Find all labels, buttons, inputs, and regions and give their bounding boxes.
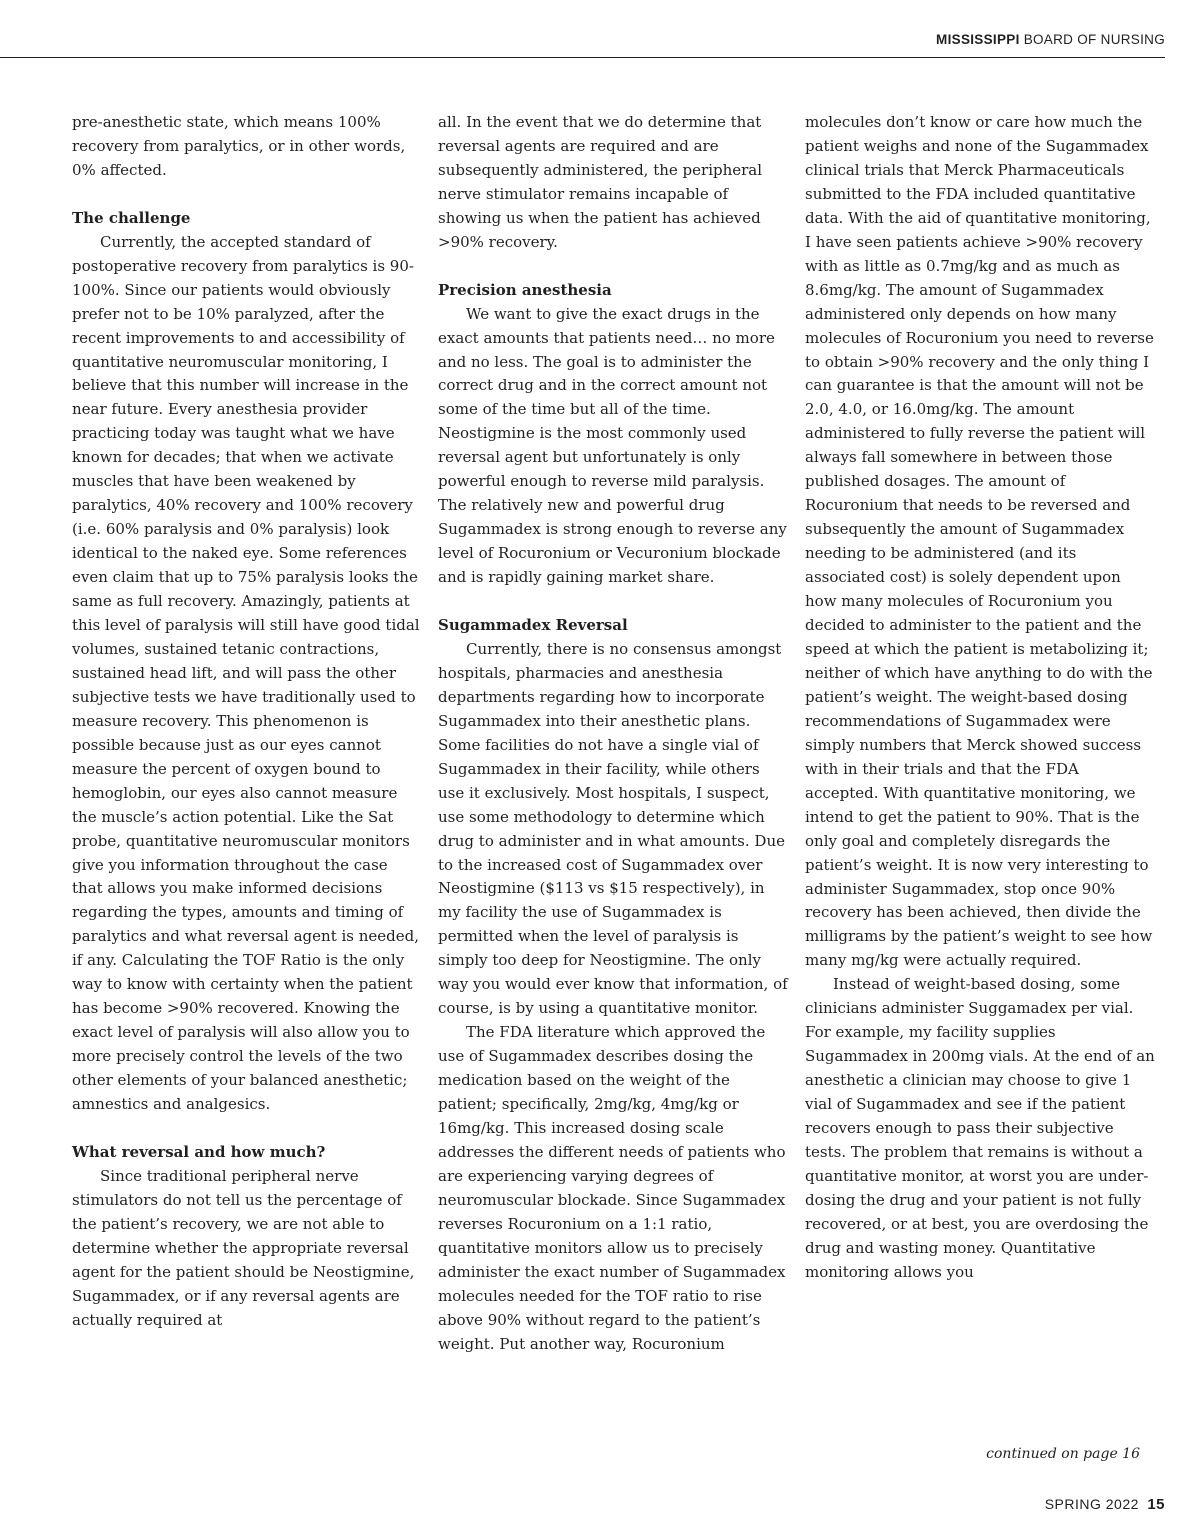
column-2 [438,111,788,1357]
section-heading-sugammadex: Sugammadex Reversal [438,615,628,634]
paragraph: pre-anesthetic state, which means 100% recovery from paralytics, or in other words, 0% affected. [72,113,406,179]
paragraph: all. In the event that we do determine that reversal agents are required and are subsequently administered, the peripheral nerve stimulator remains incapable of showing us when the patient has achieved >90% recovery. [438,113,763,251]
header-brand: MISSISSIPPI [936,32,1020,47]
paragraph: molecules don’t know or care how much the patient weighs and none of the Sugammadex clinical trials that Merck Pharmaceuticals submitted to the FDA included quantitative data. With the aid of quantitative monitoring, I have seen patients achieve >90% recovery with as little as 0.7mg/kg and as much as 8.6mg/kg. The amount of Sugammadex administered only depends on how many molecules of Rocuronium you need to reverse to obtain >90% recovery and the only thing I can guarantee is that the amount will not be 2.0, 4.0, or 16.0mg/kg. The amount administered to fully reverse the patient will always fall somewhere in between those published dosages. The amount of Rocuronium that needs to be reversed and subsequently the amount of Sugammadex needing to be administered (and its associated cost) is solely dependent upon how many molecules of Rocuronium you decided to administer to the patient and the speed at which the patient is metabolizing it; neither of which have anything to do with the patient’s weight. The weight-based dosing recommendations of Sugammadex were simply numbers that Merck showed success with in their trials and that the FDA accepted. With quantitative monitoring, we intend to get the patient to 90%. That is the only goal and completely disregards the patient’s weight. It is now very interesting to administer Sugammadex, stop once 90% recovery has been achieved, then divide the milligrams by the patient’s weight to see how many mg/kg were actually required. [805,113,1154,970]
section-heading-precision: Precision anesthesia [438,280,612,299]
section-heading-reversal: What reversal and how much? [72,1142,326,1161]
issue-label: SPRING 2022 [1044,1496,1139,1512]
column-3 [805,111,1157,1285]
section-heading-challenge: The challenge [72,208,191,227]
header-rule [0,57,1165,58]
paragraph: Currently, there is no consensus amongst hospitals, pharmacies and anesthesia departments regarding how to incorporate Sugammadex into their anesthetic plans. Some facilities do not have a single vial of Sugammadex in their facility, while others use it exclusively. Most hospitals, I suspect, use some methodology to determine which drug to administer and in what amounts. Due to the increased cost of Sugammadex over Neostigmine ($113 vs $15 respectively), in my facility the use of Sugammadex is permitted when the level of paralysis is simply too deep for Neostigmine. The only way you would ever know that information, of course, is by using a quantitative monitor. [438,639,788,1018]
running-header [936,32,1165,47]
paragraph: Instead of weight-based dosing, some clinicians administer Suggamadex per vial. For example, my facility supplies Sugammadex in 200mg vials. At the end of an anesthetic a clinician may choose to give 1 vial of Sugammadex and see if the patient recovers enough to pass their subjective tests. The problem that remains is without a quantitative monitor, at worst you are under-dosing the drug and your patient is not fully recovered, or at best, you are overdosing the drug and wasting money. Quantitative monitoring allows you [805,975,1155,1281]
paragraph: Currently, the accepted standard of postoperative recovery from paralytics is 90-100%. Since our patients would obviously prefer not to be 10% paralyzed, after the recent improvements to and accessibility of quantitative neuromuscular monitoring, I believe that this number will increase in the near future. Every anesthesia provider practicing today was taught what we have known for decades; that when we activate muscles that have been weakened by paralytics, 40% recovery and 100% recovery (i.e. 60% paralysis and 0% paralysis) look identical to the naked eye. Some references even claim that up to 75% paralysis looks the same as full recovery. Amazingly, patients at this level of paralysis will still have good tidal volumes, sustained tetanic contractions, sustained head lift, and will pass the other subjective tests we have traditionally used to measure recovery. This phenomenon is possible because just as our eyes cannot measure the percent of oxygen bound to hemoglobin, our eyes also cannot measure the muscle’s action potential. Like the Sat probe, quantitative neuromuscular monitors give you information throughout the case that allows you make informed decisions regarding the types, amounts and timing of paralytics and what reversal agent is needed, if any. Calculating the TOF Ratio is the only way to know with certainty when the patient has become >90% recovered. Knowing the exact level of paralysis will also allow you to more precisely control the levels of the two other elements of your balanced anesthetic; amnestics and analgesics. [72,232,420,1114]
page-footer [1045,1496,1165,1513]
paragraph: Since traditional peripheral nerve stimulators do not tell us the percentage of the patient’s recovery, we are not able to determine whether the appropriate reversal agent for the patient should be Neostigmine, Sugammadex, or if any reversal agents are actually required at [72,1166,415,1329]
column-1 [72,111,422,1333]
paragraph: The FDA literature which approved the use of Sugammadex describes dosing the medication based on the weight of the patient; specifically, 2mg/kg, 4mg/kg or 16mg/kg. This increased dosing scale addresses the different needs of patients who are experiencing varying degrees of neuromuscular blockade. Since Sugammadex reverses Rocuronium on a 1:1 ratio, quantitative monitors allow us to precisely administer the exact number of Sugammadex molecules needed for the TOF ratio to rise above 90% without regard to the patient’s weight. Put another way, Rocuronium [438,1023,786,1353]
paragraph: We want to give the exact drugs in the exact amounts that patients need… no more and no less. The goal is to administer the correct drug and in the correct amount not some of the time but all of the time. Neostigmine is the most commonly used reversal agent but unfortunately is only powerful enough to reverse mild paralysis. The relatively new and powerful drug Sugammadex is strong enough to reverse any level of Rocuronium or Vecuronium blockade and is rapidly gaining market share. [438,304,787,587]
continued-note: continued on page 16 [986,1446,1140,1462]
page-number: 15 [1147,1496,1165,1513]
header-rest: BOARD OF NURSING [1023,32,1165,47]
